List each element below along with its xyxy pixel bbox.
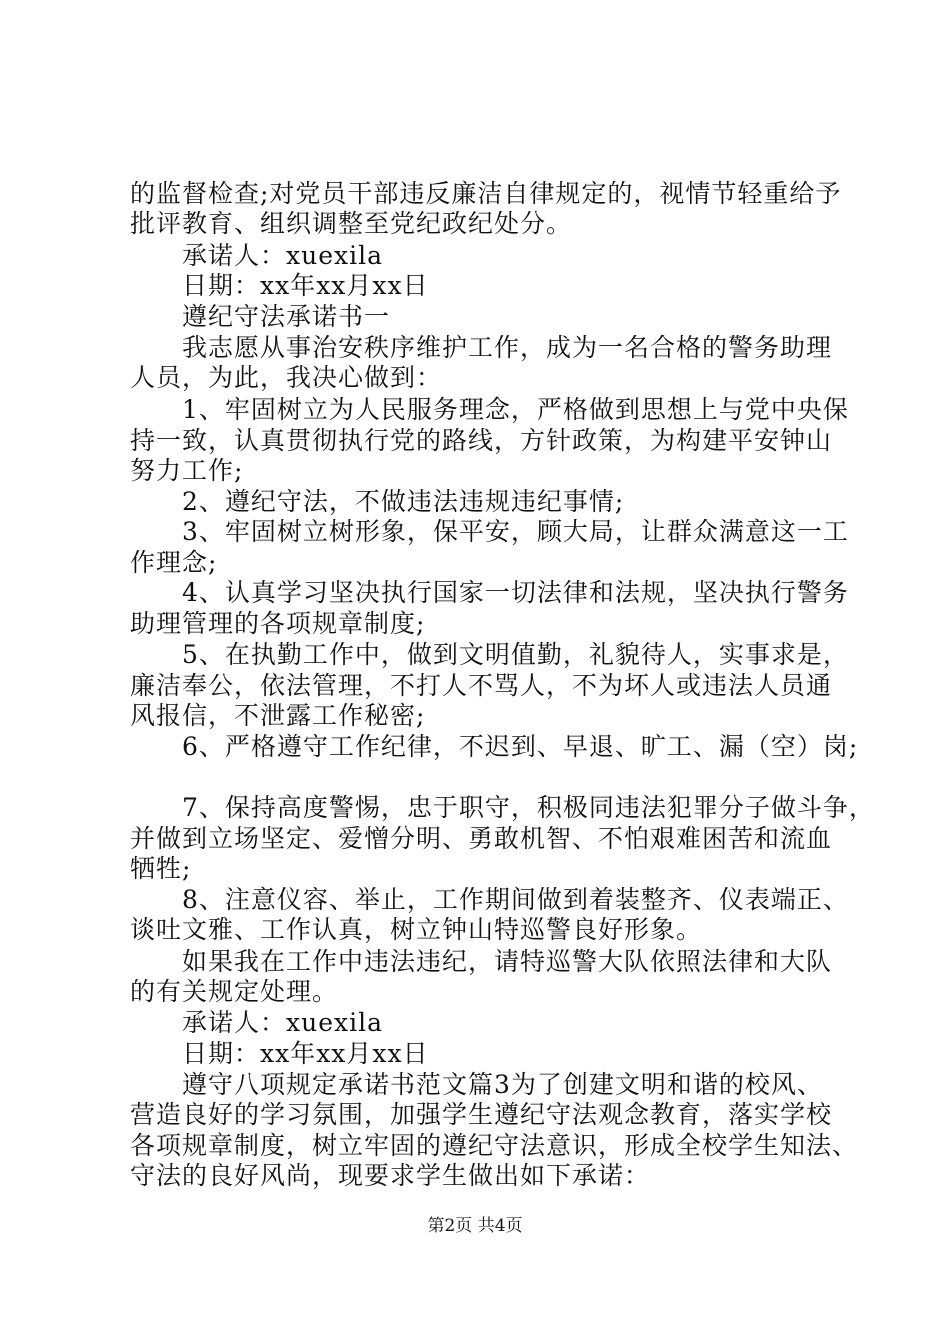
- body-line: 廉洁奉公，依法管理，不打人不骂人，不为坏人或违法人员通: [130, 671, 833, 700]
- page-number-footer: 第2页 共4页: [427, 1216, 523, 1236]
- list-item: 6、严格遵守工作纪律，不迟到、早退、旷工、漏（空）岗;: [182, 732, 859, 761]
- signatory-line: 承诺人：xuexila: [182, 1008, 383, 1037]
- body-line: 批评教育、组织调整至党纪政纪处分。: [130, 209, 573, 238]
- body-line: 风报信，不泄露工作秘密;: [130, 701, 426, 730]
- section-title: 遵纪守法承诺书一: [182, 302, 391, 331]
- body-line: 作理念;: [130, 548, 218, 577]
- body-line: 牺牲;: [130, 854, 192, 883]
- body-line: 遵守八项规定承诺书范文篇3为了创建文明和谐的校风、: [182, 1070, 823, 1099]
- body-line: 的监督检查;对党员干部违反廉洁自律规定的，视情节轻重给予: [130, 179, 842, 208]
- list-item: 1、牢固树立为人民服务理念，严格做到思想上与党中央保: [182, 395, 849, 424]
- date-line: 日期：xx年xx月xx日: [182, 271, 429, 300]
- body-line: 助理管理的各项规章制度;: [130, 609, 426, 638]
- list-item: 4、认真学习坚决执行国家一切法律和法规，坚决执行警务: [182, 578, 849, 607]
- body-line: 持一致，认真贯彻执行党的路线，方针政策，为构建平安钟山: [130, 426, 833, 455]
- body-line: 守法的良好风尚，现要求学生做出如下承诺：: [130, 1161, 651, 1190]
- date-line: 日期：xx年xx月xx日: [182, 1039, 429, 1068]
- list-item: 7、保持高度警惕，忠于职守，积极同违法犯罪分子做斗争，: [182, 793, 875, 822]
- body-line: 如果我在工作中违法违纪，请特巡警大队依照法律和大队: [182, 947, 833, 976]
- list-item: 2、遵纪守法，不做违法违规违纪事情;: [182, 487, 625, 516]
- body-line: 人员，为此，我决心做到：: [130, 363, 443, 392]
- body-line: 谈吐文雅、工作认真，树立钟山特巡警良好形象。: [130, 915, 703, 944]
- list-item: 3、牢固树立树形象，保平安，顾大局，让群众满意这一工: [182, 517, 849, 546]
- signatory-line: 承诺人：xuexila: [182, 241, 383, 270]
- list-item: 8、注意仪容、举止，工作期间做到着装整齐、仪表端正、: [182, 885, 849, 914]
- body-line: 我志愿从事治安秩序维护工作，成为一名合格的警务助理: [182, 333, 833, 362]
- body-line: 的有关规定处理。: [130, 977, 339, 1006]
- body-line: 努力工作;: [130, 456, 244, 485]
- body-line: 营造良好的学习氛围，加强学生遵纪守法观念教育，落实学校: [130, 1100, 833, 1129]
- body-line: 并做到立场坚定、爱憎分明、勇敢机智、不怕艰难困苦和流血: [130, 824, 833, 853]
- body-line: 各项规章制度，树立牢固的遵纪守法意识，形成全校学生知法、: [130, 1131, 859, 1160]
- list-item: 5、在执勤工作中，做到文明值勤，礼貌待人，实事求是，: [182, 640, 849, 669]
